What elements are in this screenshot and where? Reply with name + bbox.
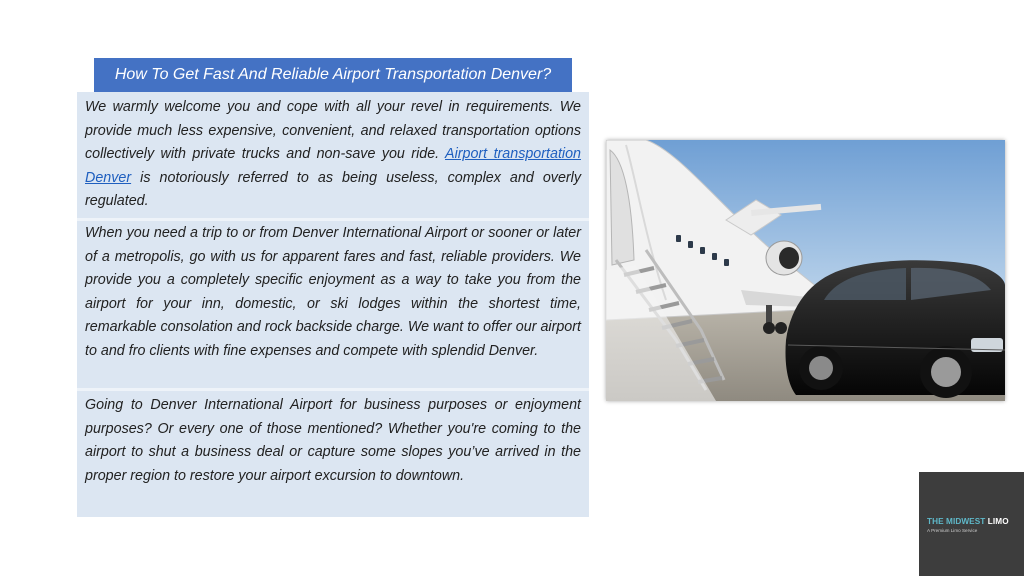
logo-title [927,517,1009,526]
page-title: How To Get Fast And Reliable Airport Transportation Denver? [114,66,552,83]
logo-title-part1: THE MIDWEST [927,517,988,526]
jet-and-limo-illustration [606,140,1005,401]
company-logo [919,472,1024,576]
jet-and-limo-photo [606,140,1005,401]
text-card [77,92,589,517]
paragraph-2: When you need a trip to or from Denver International Airport or sooner or later of a metropolis, go with us for apparent fares and fast, reliable providers. We provide you a completely specific enjoyment as a way to take you from the airport for your inn, domestic, or ski lodges within the shortest time, remarkable consolation and rock backside charge. We want to offer our airport to and fro clients with fine expenses and compete with splendid Denver. [85,225,581,359]
paragraph-divider [77,218,589,221]
logo-title-part2: LIMO [987,517,1009,526]
airport-transportation-link[interactable]: Airport transportation Denver [85,146,581,186]
paragraph-3: Going to Denver International Airport for business purposes or enjoyment purposes? Or every one of those mentioned? Whether you're coming to the airport to shut a business deal or capture some slopes you’ve arrived in the proper region to restore your airport excursion to downtown. [85,397,581,484]
title-banner [94,58,572,92]
paragraph-divider [77,388,589,391]
paragraph-1 [85,96,581,214]
paragraph-1-text-b: is notoriously referred to as being useless, complex and overly regulated. [85,169,581,210]
logo-subtitle: A Premium Limo Service [927,528,978,533]
paragraph-1-text-a: We warmly welcome you and cope with all your revel in requirements. We provide much less expensive, convenient, and relaxed transportation options collectively with private trucks and non-save you ride. [85,99,581,163]
